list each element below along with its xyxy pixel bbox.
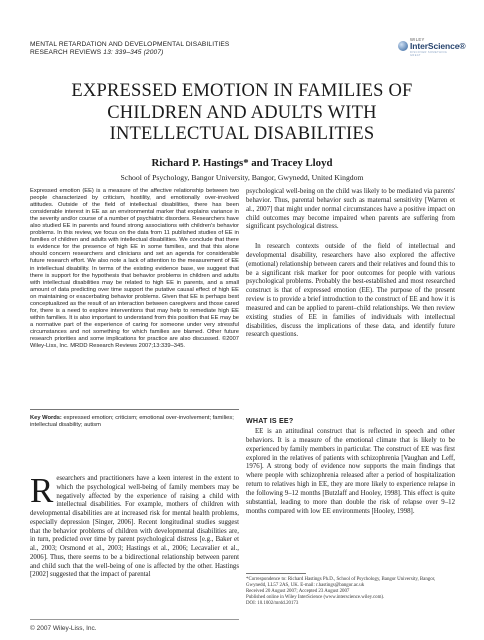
footnote-divider (246, 573, 306, 574)
title-line-3: INTELLECTUAL DISABILITIES (109, 124, 375, 144)
section-heading: WHAT IS EE? (246, 417, 294, 425)
body-paragraph-1: psychological well-being on the child was likely to be mediated via parents' behavior. Thus, parental behavior such as maternal sensitivity [Warren et al., 2007] that might under normal circumstances have a positive impact on child outcomes may become impaired when parents are suffering from significant psychological distress. (246, 188, 455, 231)
keywords (30, 415, 239, 429)
footnote-published: Published online in Wiley InterScience (www.interscience.wiley.com). (246, 595, 385, 601)
globe-icon (398, 41, 408, 51)
body-paragraph-3: EE is an attitudinal construct that is reflected in speech and other behaviors. It is a measure of the emotional climate that is likely to be experienced by family members in particular. The construct of EE was first explored in the relatives of patients with schizophrenia [Vaughan and Leff, 1976]. A strong body of evidence now supports the main findings that where people with schizophrenia released after a period of hospitalization return to relatives high in EE, they are more likely to experience relapse in the following 9–12 months [Butzlaff and Hooley, 1998]. This effect is quite substantial, leading to more than double the risk of relapse over 9–12 months compared with low EE environments [Hooley, 1998]. (246, 428, 455, 515)
wiley-interscience-logo[interactable] (398, 37, 466, 57)
drop-cap: R (30, 471, 54, 510)
title-line-2: CHILDREN AND ADULTS WITH (107, 102, 377, 123)
abstract-divider (30, 409, 239, 410)
footnote-doi: DOI: 10.1002/mrdd.20173 (246, 601, 299, 607)
keywords-text: expressed emotion; criticism; emotional over-involvement; families; intellectual disability; autism (30, 415, 234, 429)
journal-header (30, 41, 229, 57)
copyright-divider (30, 619, 239, 620)
body-paragraph-2: In research contexts outside of the field of intellectual and developmental disability, researchers have also explored the affective (emotional) relationship between carers and their relatives and found this to be a significant risk marker for poor outcomes for people with various psychological problems. Probably the best-established and most researched construct is that of expressed emotion (EE). The purpose of the present review is to provide a brief introduction to the construct of EE and how it is measured and can be applied to parent–child relationships. We then review existing studies of EE in families of individuals with intellectual disabilities, discuss the implications of these data, and identify future research questions. (246, 243, 455, 339)
abstract: Expressed emotion (EE) is a measure of the affective relationship between two people characterized by criticism, hostility, and emotionally over-involved attitudes. Outside of the field of intellectual disabilities, there has been considerable interest in EE as an environmental marker that explains variance in the severity and/or course of a number of psychiatric disorders. Researchers have also studied EE in parents and found strong associations with children's behavior problems. In this review, we focus on the data from 11 published studies of EE in families of children and adults with intellectual disabilities. We conclude that there is evidence for the presence of high EE in some families, and that this alone should concern researchers and clinicians and set an agenda for considerable future research effort. We also note a lack of attention to the measurement of EE in intellectual disability. In terms of the existing evidence base, we suggest that there is support for the hypothesis that behavior problems in children and adults with intellectual disabilities may be related to high EE in parents, and a small amount of data predicting over time support the putative causal effect of high EE on maintaining or exacerbating behavior problems. Given that EE is perhaps best conceptualized as the result of an interaction between caregivers and those cared for, there is a need to explore interventions that may help to remediate high EE within families. It is also important to understand from this position that EE may be a normative part of the experience of caring for someone under very stressful circumstances and not something for which families are blamed. Other future research priorities and some implications for practice are also discussed. ©2007 Wiley-Liss, Inc. MRDD Research Reviews 2007;13:339–345. (30, 188, 239, 350)
copyright: © 2007 Wiley-Liss, Inc. (30, 625, 97, 632)
authors: Richard P. Hastings* and Tracey Lloyd (151, 157, 333, 169)
article-title (40, 81, 444, 146)
logo-publisher: WILEY (410, 37, 425, 42)
logo-tagline: DISCOVER SOMETHING GREAT (410, 51, 448, 57)
footnote-correspondence: *Correspondence to: Richard Hastings Ph.D., School of Psychology, Bangor University, Bangor, Gwynedd, LL57 2AS, UK. E-mail: r.hastings@bangor.ac.uk (246, 577, 436, 589)
intro-paragraph (30, 471, 239, 580)
footnote-received: Received 20 August 2007; Accepted 23 August 2007 (246, 589, 350, 595)
logo-brand: InterScience® (410, 41, 466, 51)
journal-name: MENTAL RETARDATION AND DEVELOPMENTAL DISABILITIES (30, 41, 230, 48)
journal-reviews-label: RESEARCH REVIEWS (30, 49, 102, 57)
intro-text: esearchers and practitioners have a keen interest in the extent to which the psychological well-being of family members may be negatively affected by the experience of raising a child with intellectual disabilities. For example, mothers of children with developmental disabilities are at increased risk for mental health problems, especially depression [Singer, 2006]. Recent longitudinal studies suggest that the behavior problems of children with developmental disabilities are, in turn, predicted over time by parent psychological distress [e.g., Baker et al., 2003; Orsmond et al., 2003; Hastings et al., 2006; Lecavalier et al., 2006]. Thus, there seems to be a bidirectional relationship between parent and child such that the well-being of one is affected by the other. Hastings [2002] suggested that the impact of parental (30, 475, 239, 579)
journal-citation: 13: 339–345 (2007) (103, 49, 164, 57)
affiliation: School of Psychology, Bangor University, Bangor, Gwynedd, United Kingdom (120, 173, 364, 182)
title-line-1: EXPRESSED EMOTION IN FAMILIES OF (71, 81, 413, 101)
footnote (246, 577, 455, 607)
keywords-label: Key Words: (30, 415, 62, 421)
